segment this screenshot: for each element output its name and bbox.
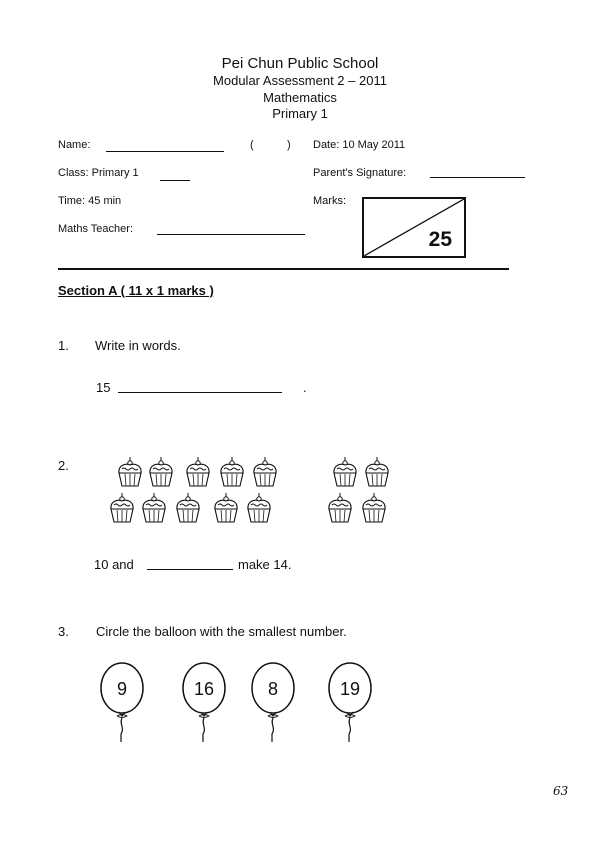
header-divider: [58, 268, 509, 270]
parent-signature-field[interactable]: [430, 177, 525, 178]
level: Primary 1: [272, 106, 328, 121]
balloon-icon: [183, 663, 225, 742]
date-label: Date: 10 May 2011: [313, 139, 406, 151]
cupcake-icon: [254, 457, 276, 486]
cupcake-icon: [187, 457, 209, 486]
subject: Mathematics: [263, 90, 337, 105]
assessment-title: Modular Assessment 2 – 2011: [213, 73, 387, 88]
balloon-2[interactable]: [183, 663, 225, 742]
cupcakes-group: [108, 452, 398, 532]
balloon-1[interactable]: [101, 663, 143, 742]
q2-answer-line[interactable]: [147, 569, 233, 570]
marks-total: 25: [428, 228, 452, 251]
balloon-icon: [252, 663, 294, 742]
balloon-4[interactable]: [329, 663, 371, 742]
name-field[interactable]: [106, 151, 224, 152]
balloons-group: [95, 660, 385, 745]
school-name: Pei Chun Public School: [221, 55, 379, 72]
class-label: Class: Primary 1: [58, 167, 139, 179]
class-field[interactable]: [160, 180, 190, 181]
q1-answer-line[interactable]: [118, 392, 282, 393]
balloon-number: 8: [267, 679, 279, 699]
balloon-number: 9: [116, 679, 128, 699]
register-paren-open: (: [250, 139, 254, 151]
balloon-3[interactable]: [252, 663, 294, 742]
q1-number: 1.: [58, 338, 69, 353]
cupcake-icon: [248, 493, 270, 522]
q1-end-period: .: [303, 380, 307, 395]
q1-prompt: 15: [96, 380, 111, 395]
balloon-number: 19: [339, 679, 361, 699]
cupcake-icon: [334, 457, 356, 486]
cupcake-icon: [150, 457, 172, 486]
marks-box: [362, 197, 466, 258]
balloon-icon: [101, 663, 143, 742]
q3-text: Circle the balloon with the smallest number.: [96, 624, 347, 639]
cupcake-icon: [143, 493, 165, 522]
q2-number: 2.: [58, 458, 69, 473]
register-paren-close: ): [287, 139, 291, 151]
parent-signature-label: Parent's Signature:: [313, 167, 407, 179]
cupcake-icon: [221, 457, 243, 486]
cupcake-icon: [363, 493, 385, 522]
q2-after: make 14.: [238, 557, 292, 572]
cupcake-icon: [177, 493, 199, 522]
q3-number: 3.: [58, 624, 69, 639]
teacher-label: Maths Teacher:: [58, 223, 134, 235]
teacher-field[interactable]: [157, 234, 305, 235]
section-title: Section A ( 11 x 1 marks ): [58, 283, 214, 298]
balloon-number: 16: [193, 679, 215, 699]
cupcake-icon: [215, 493, 237, 522]
cupcake-icon: [329, 493, 351, 522]
cupcake-icon: [111, 493, 133, 522]
cupcake-icon: [119, 457, 141, 486]
name-label: Name:: [58, 139, 91, 151]
page-number: 63: [553, 784, 569, 798]
cupcake-icon: [366, 457, 388, 486]
q2-before: 10 and: [94, 557, 134, 572]
balloon-icon: [329, 663, 371, 742]
q1-text: Write in words.: [95, 338, 181, 353]
time-label: Time: 45 min: [58, 195, 122, 207]
marks-label: Marks:: [313, 195, 346, 207]
